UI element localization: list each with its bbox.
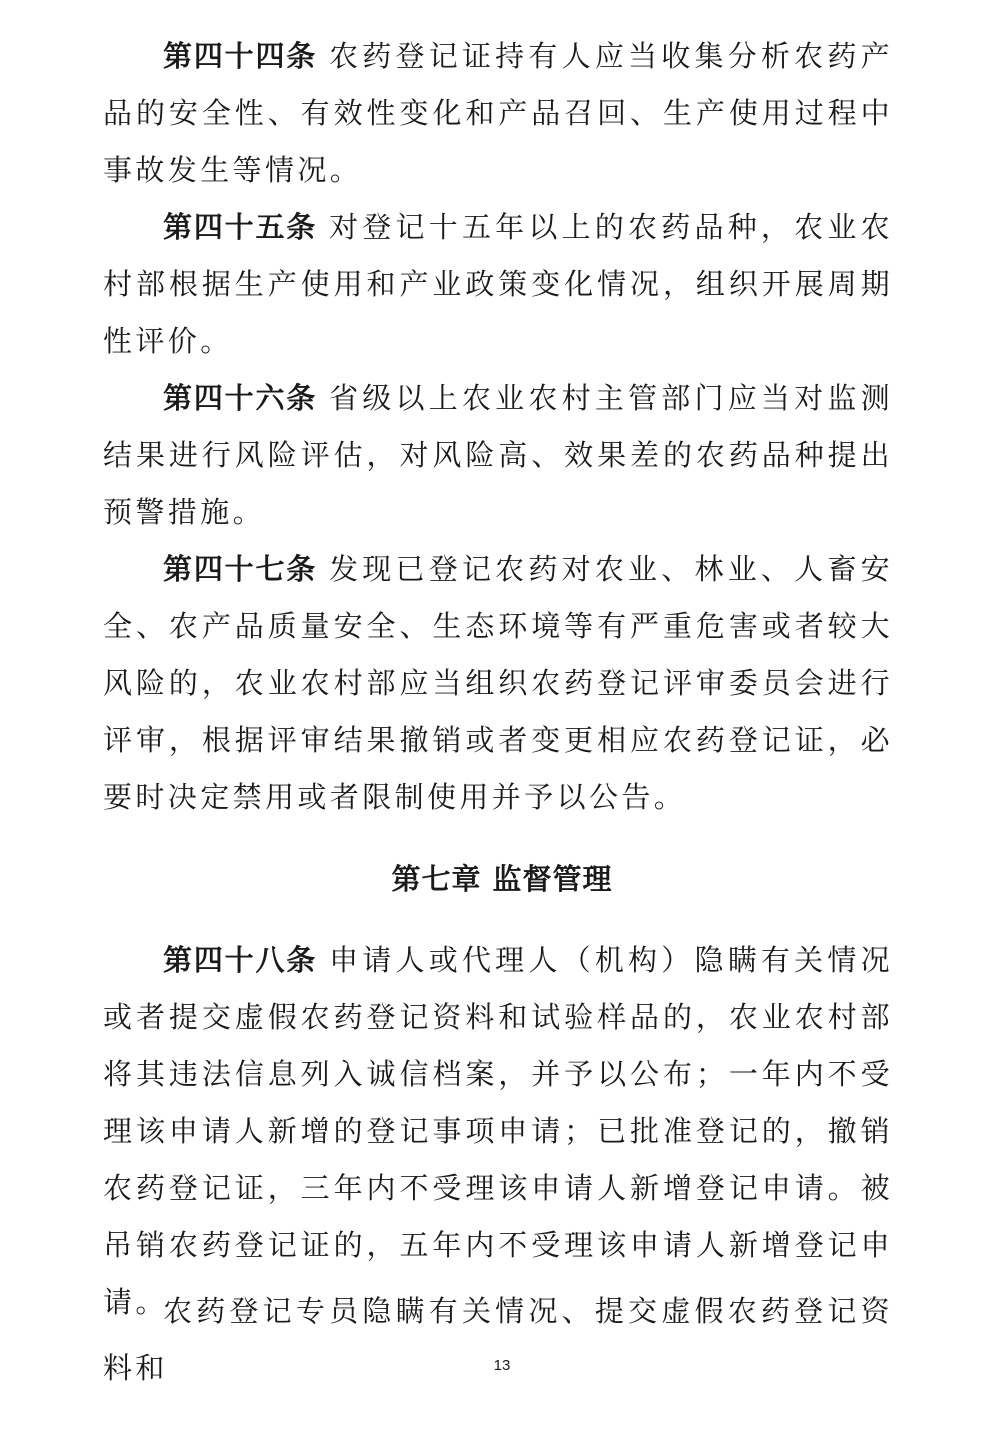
article-text: 申请人或代理人（机构）隐瞒有关情况或者提交虚假农药登记资料和试验样品的，农业农村部将其违法信息列入诚信档案，并予以公布；一年内不受理该申请人新增的登记事项申请；已批准登记的，撤销农药登记证，三年内不受理该申请人新增登记申请。被吊销农药登记证的，五年内不受理该申请人新增登记申请。 [103, 943, 893, 1319]
article-heading: 第四十八条 [163, 943, 318, 977]
article-heading: 第四十七条 [163, 552, 318, 586]
article-46 [103, 370, 893, 541]
article-text: 省级以上农业农村主管部门应当对监测结果进行风险评估，对风险高、效果差的农药品种提出预警措施。 [103, 381, 893, 529]
article-text: 农药登记证持有人应当收集分析农药产品的安全性、有效性变化和产品召回、生产使用过程中事故发生等情况。 [103, 39, 893, 187]
chapter-title: 第七章 监督管理 [391, 862, 613, 896]
article-heading: 第四十四条 [163, 39, 318, 73]
article-45 [103, 199, 893, 370]
article-48 [103, 932, 893, 1331]
trailing-paragraph: 农药登记专员隐瞒有关情况、提交虚假农药登记资料和 [103, 1294, 893, 1385]
article-heading: 第四十六条 [163, 381, 318, 415]
article-text: 对登记十五年以上的农药品种，农业农村部根据生产使用和产业政策变化情况，组织开展周期性评价。 [103, 210, 893, 358]
article-47 [103, 541, 893, 826]
page-number: 13 [493, 1357, 511, 1374]
article-44 [103, 28, 893, 199]
article-heading: 第四十五条 [163, 210, 318, 244]
article-text: 发现已登记农药对农业、林业、人畜安全、农产品质量安全、生态环境等有严重危害或者较大风险的，农业农村部应当组织农药登记评审委员会进行评审，根据评审结果撤销或者变更相应农药登记证，必要时决定禁用或者限制使用并予以公告。 [103, 552, 893, 814]
